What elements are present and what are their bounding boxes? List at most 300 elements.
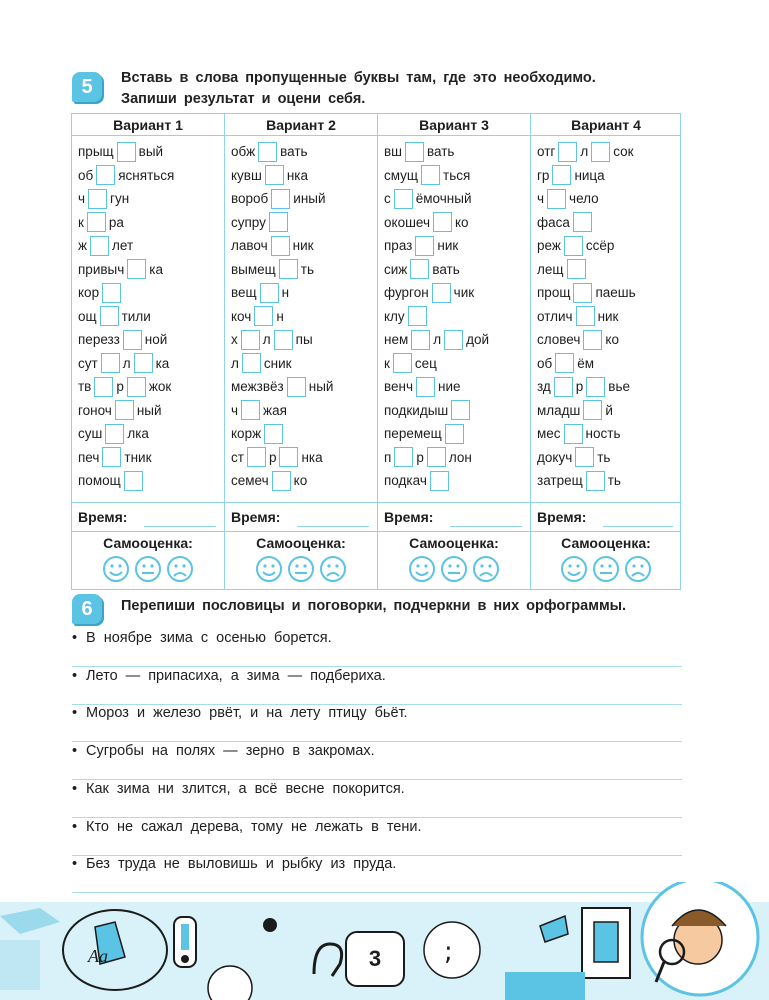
happy-face-icon[interactable] <box>255 555 283 583</box>
word-row <box>384 328 530 352</box>
word-fragment: ка <box>155 355 170 371</box>
word-fragment: ник <box>437 238 459 254</box>
proverb-item <box>72 630 682 646</box>
word-fragment: ный <box>136 402 162 418</box>
word-row <box>231 281 377 305</box>
letter-box[interactable] <box>576 306 595 326</box>
variant-2-column <box>224 114 377 589</box>
word-fragment: чик <box>453 285 475 301</box>
letter-box[interactable] <box>254 306 273 326</box>
word-row <box>537 352 681 376</box>
word-fragment: окошеч <box>384 214 430 230</box>
variant-1-column <box>72 114 224 589</box>
letter-box[interactable] <box>274 330 293 350</box>
letter-box[interactable] <box>586 471 605 491</box>
bullet: • <box>72 743 78 760</box>
word-fragment: младш <box>537 402 581 418</box>
word-row <box>78 164 224 188</box>
word-row <box>78 446 224 470</box>
letter-box[interactable] <box>127 259 146 279</box>
neutral-face-icon[interactable] <box>287 555 315 583</box>
word-fragment: зд <box>537 379 551 395</box>
word-fragment: ка <box>149 261 163 277</box>
word-fragment: вый <box>138 144 164 160</box>
word-fragment: тили <box>121 308 151 324</box>
letter-box[interactable] <box>394 189 413 209</box>
letter-box[interactable] <box>117 142 136 162</box>
word-fragment: отг <box>537 144 556 160</box>
word-row <box>231 305 377 329</box>
word-fragment: гр <box>537 167 550 183</box>
word-row <box>78 399 224 423</box>
word-row <box>537 469 681 493</box>
word-row <box>537 399 681 423</box>
variant-4-column <box>530 114 681 589</box>
word-fragment: л <box>231 355 239 371</box>
word-fragment: вать <box>427 144 455 160</box>
word-row <box>384 258 530 282</box>
letter-box[interactable] <box>96 165 115 185</box>
letter-box[interactable] <box>88 189 107 209</box>
word-fragment: вещ <box>231 285 257 301</box>
letter-box[interactable] <box>271 189 290 209</box>
proverb-item <box>72 668 682 684</box>
word-fragment: ние <box>438 379 461 395</box>
letter-box[interactable] <box>552 165 571 185</box>
word-fragment: к <box>384 355 390 371</box>
word-fragment: иный <box>293 191 326 207</box>
word-fragment: перезз <box>78 332 120 348</box>
word-fragment: смущ <box>384 167 419 183</box>
word-fragment: гоноч <box>78 402 112 418</box>
letter-box[interactable] <box>432 283 451 303</box>
word-fragment: ёмочный <box>415 191 472 207</box>
letter-box[interactable] <box>408 306 427 326</box>
word-fragment: фургон <box>384 285 429 301</box>
word-row <box>78 305 224 329</box>
letter-box[interactable] <box>241 330 260 350</box>
word-row <box>78 234 224 258</box>
letter-box[interactable] <box>444 330 463 350</box>
word-fragment: докуч <box>537 449 573 465</box>
word-fragment: нем <box>384 332 409 348</box>
comma-icon <box>263 918 277 932</box>
sad-face-icon[interactable] <box>472 555 500 583</box>
aa-letters-icon: Aa <box>88 946 108 966</box>
word-fragment: вороб <box>231 191 269 207</box>
word-fragment: к <box>78 214 84 230</box>
word-fragment: паешь <box>595 285 636 301</box>
word-fragment: кувш <box>231 167 262 183</box>
word-fragment: ощ <box>78 308 97 324</box>
word-row <box>384 187 530 211</box>
word-fragment: л <box>580 144 589 160</box>
happy-face-icon[interactable] <box>408 555 436 583</box>
word-row <box>384 305 530 329</box>
letter-box[interactable] <box>591 142 610 162</box>
task-6-instruction: Перепиши пословицы и поговорки, подчеркни в них орфограммы. <box>121 598 627 614</box>
letter-box[interactable] <box>101 353 120 373</box>
letter-box[interactable] <box>583 330 602 350</box>
word-fragment: лет <box>112 238 134 254</box>
word-fragment: ница <box>574 167 605 183</box>
word-fragment: х <box>231 332 238 348</box>
letter-box[interactable] <box>265 165 284 185</box>
word-fragment: сок <box>613 144 634 160</box>
proverb-text: Мороз и железо рвёт, и на лету птицу бьёт. <box>86 705 408 722</box>
word-fragment: фаса <box>537 214 570 230</box>
letter-box[interactable] <box>573 212 592 232</box>
task-6-number: 6 <box>72 594 102 624</box>
word-fragment: нка <box>301 449 323 465</box>
bullet: • <box>72 818 78 835</box>
letter-box[interactable] <box>123 330 142 350</box>
exclamation-fill <box>181 924 189 950</box>
variant-4-title: Вариант 4 <box>531 114 681 136</box>
word-fragment: р <box>575 379 584 395</box>
word-fragment: ж <box>78 238 88 254</box>
sad-face-icon[interactable] <box>319 555 347 583</box>
time-label: Время: <box>231 509 281 525</box>
word-fragment: об <box>537 355 553 371</box>
word-row <box>78 328 224 352</box>
word-row <box>384 281 530 305</box>
letter-box[interactable] <box>264 424 283 444</box>
word-fragment: тник <box>124 449 152 465</box>
letter-box[interactable] <box>567 259 586 279</box>
sad-face-icon[interactable] <box>624 555 652 583</box>
word-row <box>231 187 377 211</box>
word-row <box>384 140 530 164</box>
proverb-item <box>72 705 682 721</box>
letter-box[interactable] <box>127 377 146 397</box>
word-fragment: ть <box>597 449 611 465</box>
letter-box[interactable] <box>410 259 429 279</box>
time-label: Время: <box>78 509 128 525</box>
proverb-text: Лето — припасиха, а зима — подбериха. <box>86 667 386 684</box>
letter-box[interactable] <box>573 283 592 303</box>
letter-box[interactable] <box>433 212 452 232</box>
word-fragment: праз <box>384 238 413 254</box>
letter-box[interactable] <box>451 400 470 420</box>
word-row <box>537 164 681 188</box>
self-assessment-label: Самооценка: <box>561 535 651 551</box>
letter-box[interactable] <box>555 353 574 373</box>
word-fragment: об <box>78 167 94 183</box>
word-row <box>537 258 681 282</box>
time-input-line[interactable] <box>297 526 369 527</box>
word-fragment: н <box>276 308 284 324</box>
letter-box[interactable] <box>272 471 291 491</box>
word-fragment: корж <box>231 426 262 442</box>
proverb-text: Как зима ни злится, а всё весне покорится. <box>86 780 405 797</box>
face-group <box>378 555 530 583</box>
letter-box[interactable] <box>260 283 279 303</box>
letter-box[interactable] <box>241 400 260 420</box>
word-fragment: н <box>281 285 290 301</box>
letter-box[interactable] <box>269 212 288 232</box>
word-row <box>78 375 224 399</box>
letter-box[interactable] <box>430 471 449 491</box>
task-5-instruction-line1: Вставь в слова пропущенные буквы там, где это необходимо. <box>121 70 596 86</box>
neutral-face-icon[interactable] <box>592 555 620 583</box>
word-fragment: ч <box>231 402 239 418</box>
word-fragment: жок <box>148 379 172 395</box>
letter-box[interactable] <box>90 236 109 256</box>
word-fragment: ст <box>231 449 244 465</box>
footer-block-right <box>505 972 585 1000</box>
word-fragment: лещ <box>537 261 564 277</box>
face-group <box>531 555 681 583</box>
task-5-instruction <box>121 68 596 110</box>
word-fragment: обж <box>231 144 256 160</box>
variant-2-self-assessment <box>225 532 377 590</box>
letter-box[interactable] <box>247 447 266 467</box>
happy-face-icon[interactable] <box>102 555 130 583</box>
variant-3-time <box>378 502 530 532</box>
variant-3-title: Вариант 3 <box>378 114 530 136</box>
letter-box[interactable] <box>564 236 583 256</box>
bullet: • <box>72 780 78 797</box>
word-fragment: ть <box>607 473 621 489</box>
word-fragment: жая <box>263 402 287 418</box>
letter-box[interactable] <box>394 447 413 467</box>
word-row <box>384 422 530 446</box>
word-fragment: ссёр <box>585 238 615 254</box>
variant-2-time <box>225 502 377 532</box>
letter-box[interactable] <box>558 142 577 162</box>
proverb-text: Без труда не выловишь и рыбку из пруда. <box>86 856 397 873</box>
word-fragment: л <box>262 332 271 348</box>
letter-box[interactable] <box>242 353 261 373</box>
word-fragment: затрещ <box>537 473 583 489</box>
word-row <box>537 375 681 399</box>
word-fragment: р <box>416 449 424 465</box>
word-fragment: словеч <box>537 332 581 348</box>
letter-box[interactable] <box>393 353 412 373</box>
letter-box[interactable] <box>87 212 106 232</box>
bullet: • <box>72 630 78 646</box>
word-row <box>537 328 681 352</box>
proverb-text: Кто не сажал дерева, тому не лежать в тени. <box>86 818 422 835</box>
letter-box[interactable] <box>416 377 435 397</box>
letter-box[interactable] <box>94 377 113 397</box>
letter-box[interactable] <box>564 424 583 444</box>
word-fragment: ко <box>455 214 469 230</box>
word-fragment: подкач <box>384 473 427 489</box>
word-fragment: венч <box>384 379 414 395</box>
word-fragment: гун <box>110 191 130 207</box>
word-fragment: ный <box>308 379 334 395</box>
word-row <box>231 211 377 235</box>
time-input-line[interactable] <box>144 526 216 527</box>
word-fragment: кор <box>78 285 100 301</box>
word-fragment: прощ <box>537 285 571 301</box>
word-row <box>231 164 377 188</box>
word-fragment: перемещ <box>384 426 442 442</box>
letter-box[interactable] <box>586 377 605 397</box>
word-fragment: тв <box>78 379 92 395</box>
letter-box[interactable] <box>279 447 298 467</box>
word-row <box>384 234 530 258</box>
letter-box[interactable] <box>583 400 602 420</box>
word-row <box>384 211 530 235</box>
variant-1-rows <box>78 140 224 493</box>
letter-box[interactable] <box>287 377 306 397</box>
word-fragment: ясняться <box>118 167 175 183</box>
word-fragment: сут <box>78 355 98 371</box>
variant-4-self-assessment <box>531 532 681 590</box>
proverb-item <box>72 743 682 759</box>
word-fragment: отлич <box>537 308 573 324</box>
word-row <box>384 469 530 493</box>
word-row <box>78 281 224 305</box>
face-group <box>225 555 377 583</box>
sad-face-icon[interactable] <box>166 555 194 583</box>
word-row <box>78 469 224 493</box>
word-fragment: л <box>122 355 131 371</box>
word-fragment: ко <box>605 332 619 348</box>
time-label: Время: <box>537 509 587 525</box>
word-row <box>231 234 377 258</box>
word-fragment: коч <box>231 308 252 324</box>
word-fragment: ч <box>537 191 545 207</box>
neutral-face-icon[interactable] <box>440 555 468 583</box>
word-row <box>78 352 224 376</box>
word-fragment: вье <box>608 379 631 395</box>
word-row <box>537 281 681 305</box>
happy-face-icon[interactable] <box>560 555 588 583</box>
word-row <box>231 446 377 470</box>
proverb-item <box>72 819 682 835</box>
letter-box[interactable] <box>102 283 121 303</box>
word-fragment: дой <box>466 332 490 348</box>
letter-box[interactable] <box>258 142 277 162</box>
word-fragment: ём <box>577 355 595 371</box>
word-row <box>537 234 681 258</box>
letter-box[interactable] <box>411 330 430 350</box>
word-row <box>231 328 377 352</box>
time-input-line[interactable] <box>450 526 522 527</box>
word-fragment: клу <box>384 308 405 324</box>
word-row <box>537 140 681 164</box>
letter-box[interactable] <box>547 189 566 209</box>
word-fragment: лон <box>448 449 472 465</box>
variant-4-rows <box>537 140 681 493</box>
variant-1-title: Вариант 1 <box>72 114 224 136</box>
variant-3-self-assessment <box>378 532 530 590</box>
word-fragment: ность <box>585 426 621 442</box>
word-row <box>231 258 377 282</box>
word-row <box>78 211 224 235</box>
footer-block <box>0 940 40 990</box>
semicolon-glyph-icon: ; <box>444 937 453 967</box>
word-fragment: вать <box>432 261 460 277</box>
self-assessment-label: Самооценка: <box>103 535 193 551</box>
word-fragment: межзвёз <box>231 379 284 395</box>
letter-box[interactable] <box>124 471 143 491</box>
variants-table <box>71 113 681 590</box>
word-fragment: чело <box>569 191 599 207</box>
word-fragment: привыч <box>78 261 125 277</box>
letter-box[interactable] <box>554 377 573 397</box>
neutral-face-icon[interactable] <box>134 555 162 583</box>
word-fragment: сиж <box>384 261 408 277</box>
word-fragment: пы <box>295 332 313 348</box>
variant-2-title: Вариант 2 <box>225 114 377 136</box>
word-row <box>231 140 377 164</box>
word-fragment: подкидыш <box>384 402 449 418</box>
bullet: • <box>72 667 78 684</box>
proverb-text: В ноябре зима с осенью борется. <box>86 630 332 646</box>
word-row <box>537 211 681 235</box>
letter-box[interactable] <box>415 236 434 256</box>
word-fragment: ко <box>293 473 308 489</box>
variant-3-column <box>377 114 530 589</box>
word-fragment: вать <box>280 144 308 160</box>
letter-box[interactable] <box>271 236 290 256</box>
word-fragment: ться <box>443 167 471 183</box>
word-row <box>78 140 224 164</box>
word-fragment: нка <box>286 167 308 183</box>
self-assessment-label: Самооценка: <box>409 535 499 551</box>
letter-box[interactable] <box>115 400 134 420</box>
proverb-text: Сугробы на полях — зерно в закромах. <box>86 743 375 760</box>
letter-box[interactable] <box>405 142 424 162</box>
word-fragment: реж <box>537 238 561 254</box>
word-fragment: р <box>268 449 277 465</box>
word-fragment: й <box>605 402 613 418</box>
word-fragment: с <box>384 191 391 207</box>
word-fragment: помощ <box>78 473 121 489</box>
word-row <box>384 375 530 399</box>
variant-1-time <box>72 502 224 532</box>
word-fragment: п <box>384 449 392 465</box>
proverb-item <box>72 781 682 797</box>
word-row <box>78 422 224 446</box>
letter-box[interactable] <box>575 447 594 467</box>
self-assessment-label: Самооценка: <box>256 535 346 551</box>
bullet: • <box>72 856 78 873</box>
letter-box[interactable] <box>421 165 440 185</box>
variant-2-rows <box>231 140 377 493</box>
time-input-line[interactable] <box>603 526 673 527</box>
word-fragment: семеч <box>231 473 269 489</box>
bullet: • <box>72 705 78 722</box>
word-fragment: ник <box>292 238 314 254</box>
letter-box[interactable] <box>445 424 464 444</box>
word-fragment: суш <box>78 426 103 442</box>
exclamation-dot <box>181 955 189 963</box>
letter-box[interactable] <box>279 259 298 279</box>
word-row <box>384 399 530 423</box>
word-row <box>231 469 377 493</box>
word-row <box>78 187 224 211</box>
letter-box[interactable] <box>102 447 121 467</box>
variant-4-time <box>531 502 681 532</box>
word-fragment: мес <box>537 426 561 442</box>
word-fragment: прыщ <box>78 144 114 160</box>
letter-box[interactable] <box>427 447 446 467</box>
word-fragment: сец <box>414 355 437 371</box>
word-fragment: ч <box>78 191 86 207</box>
word-row <box>231 375 377 399</box>
letter-box[interactable] <box>100 306 119 326</box>
task-5-instruction-line2: Запиши результат и оцени себя. <box>121 91 366 107</box>
word-row <box>384 164 530 188</box>
letter-box[interactable] <box>134 353 153 373</box>
letter-box[interactable] <box>105 424 124 444</box>
